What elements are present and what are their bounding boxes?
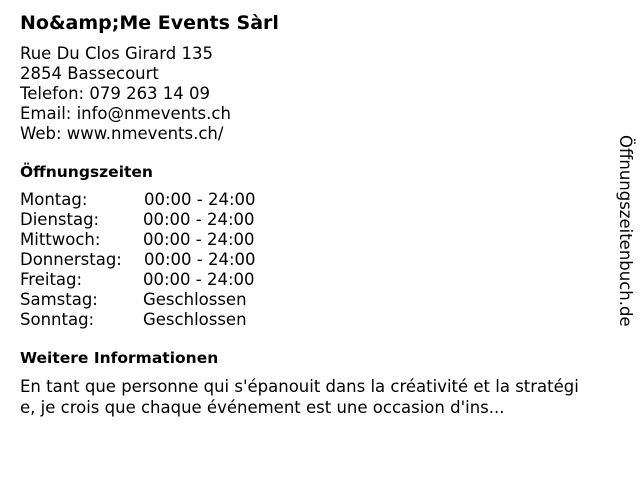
more-info-text: En tant que personne qui s'épanouit dans la créativité et la stratégie, je crois que chaque événement est une occasion d'ins... bbox=[20, 377, 579, 417]
phone-line: Telefon: 079 263 14 09 bbox=[20, 84, 211, 103]
opening-hours-table bbox=[20, 190, 600, 330]
day-label: Dienstag: bbox=[20, 210, 100, 229]
hours-row-wednesday bbox=[20, 230, 600, 250]
hours-row-friday bbox=[20, 270, 600, 290]
hours-row-sunday bbox=[20, 310, 600, 330]
time-value: 00:00 - 24:00 bbox=[144, 250, 256, 269]
day-label: Samstag: bbox=[20, 290, 98, 309]
time-value: 00:00 - 24:00 bbox=[143, 230, 255, 249]
time-value: 00:00 - 24:00 bbox=[143, 210, 255, 229]
city-address: 2854 Bassecourt bbox=[20, 64, 159, 83]
day-label: Sonntag: bbox=[20, 310, 95, 329]
business-card bbox=[20, 10, 600, 418]
time-value: Geschlossen bbox=[143, 310, 247, 329]
day-label: Mittwoch: bbox=[20, 230, 101, 249]
hours-row-saturday bbox=[20, 290, 600, 310]
street-address: Rue Du Clos Girard 135 bbox=[20, 44, 213, 63]
time-value: Geschlossen bbox=[143, 290, 247, 309]
site-watermark-label: Öffnungszeitenbuch.de bbox=[616, 135, 635, 327]
time-value: 00:00 - 24:00 bbox=[144, 190, 256, 209]
hours-row-monday bbox=[20, 190, 600, 210]
hours-row-thursday bbox=[20, 250, 600, 270]
web-line: Web: www.nmevents.ch/ bbox=[20, 124, 224, 143]
address-block bbox=[20, 44, 600, 144]
day-label: Montag: bbox=[20, 190, 88, 209]
email-line: Email: info@nmevents.ch bbox=[20, 104, 231, 123]
day-label: Donnerstag: bbox=[20, 250, 122, 269]
more-info-heading: Weitere Informationen bbox=[20, 349, 219, 367]
opening-hours-heading: Öffnungszeiten bbox=[20, 163, 153, 181]
time-value: 00:00 - 24:00 bbox=[143, 270, 255, 289]
business-name: No&amp;Me Events Sàrl bbox=[20, 12, 279, 34]
day-label: Freitag: bbox=[20, 270, 83, 289]
hours-row-tuesday bbox=[20, 210, 600, 230]
